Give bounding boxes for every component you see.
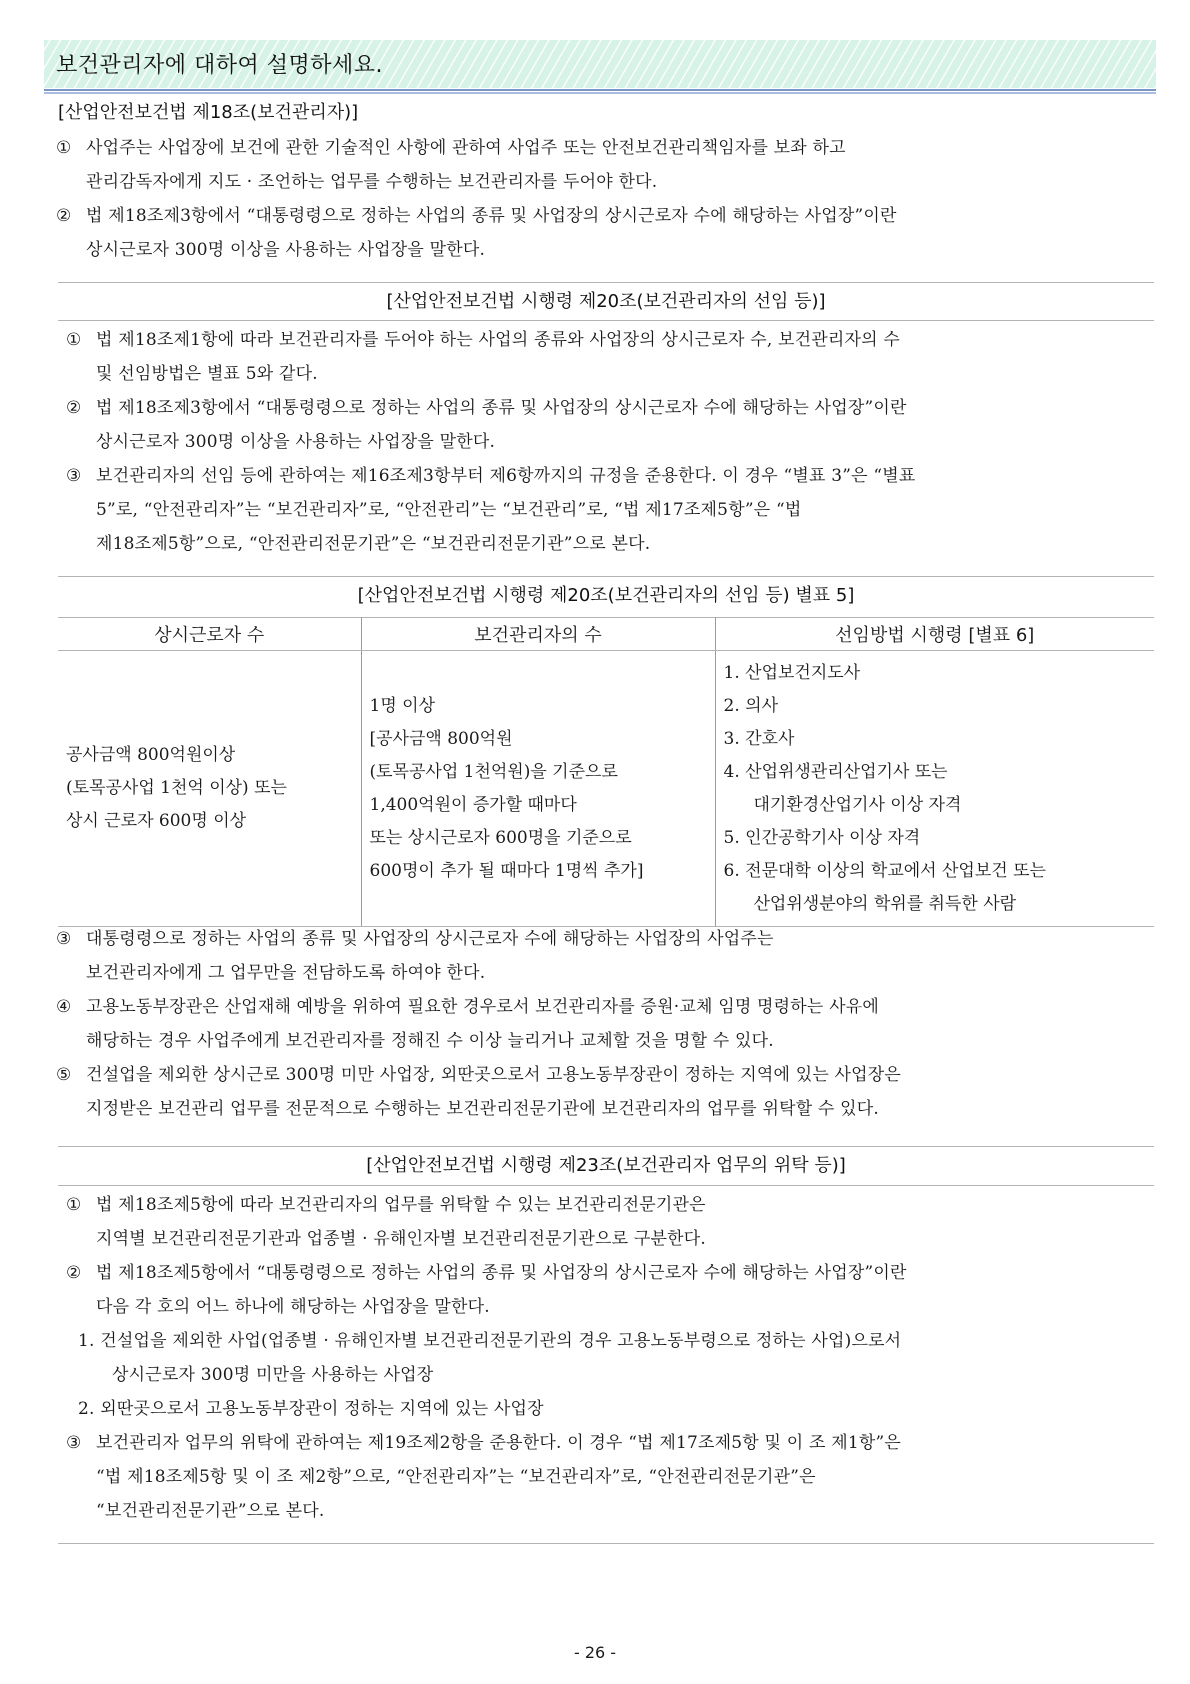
article18-item-1: ① 사업주는 사업장에 보건에 관한 기술적인 사항에 관하여 사업주 또는 안전보건관리책임자를 보좌 하고 관리감독자에게 지도 · 조언하는 업무를 수행하는 보건관리자를 두어야 한다. [56,138,846,192]
appendix5-table [58,617,1154,927]
divider [58,576,1154,577]
decree23-subitem-2: 2. 외딴곳으로서 고용노동부장관이 정하는 지역에 있는 사업장 [78,1399,544,1419]
divider [58,282,1154,283]
decree20-item-3: ③ 보건관리자의 선임 등에 관하여는 제16조제3항부터 제6항까지의 규정을 준용한다. 이 경우 “별표 3”은 “별표 5”로, “안전관리자”는 “보건관리자”로, “안전관리”는 “보건관리”로, “법 제17조제5항”은 “법 제18조제5항”으로, “안전관리전문기관”은 “보건관리전문기관”으로 본다. [66,466,916,554]
decree20-paragraphs [66,323,1166,561]
method-item: 2. 의사 [723,695,778,716]
cell-methods [715,651,1154,927]
title-banner [44,40,1156,88]
column-header-managers: 보건관리자의 수 [361,618,715,651]
cell-managers: 1명 이상 [공사금액 800억원 (토목공사업 1천억원)을 기준으로 1,400억원이 증가할 때마다 또는 상시근로자 600명을 기준으로 600명이 추가 될 때마다 1명씩 추가] [361,651,715,927]
section-heading-decree20: [산업안전보건법 시행령 제20조(보건관리자의 선임 등)] [386,291,826,312]
section-heading-article18: [산업안전보건법 제18조(보건관리자)] [58,102,359,123]
page-title: 보건관리자에 대하여 설명하세요. [56,53,384,78]
column-header-workers: 상시근로자 수 [58,618,361,651]
title-underline [44,89,1156,91]
page-number: - 26 - [573,1643,617,1662]
cell-workers: 공사금액 800억원이상 (토목공사업 1천억 이상) 또는 상시 근로자 600명 이상 [58,651,361,927]
decree23-item-1: ① 법 제18조제5항에 따라 보건관리자의 업무를 위탁할 수 있는 보건관리전문기관은 지역별 보건관리전문기관과 업종별 · 유해인자별 보건관리전문기관으로 구분한다. [66,1195,706,1249]
method-item: 5. 인간공학기사 이상 자격 [723,827,921,848]
method-item: 4. 산업위생관리산업기사 또는 대기환경산업기사 이상 자격 [723,761,962,815]
method-item: 1. 산업보건지도사 [723,662,861,683]
article18-paragraphs [56,131,1156,267]
column-header-methods: 선임방법 시행령 [별표 6] [715,618,1154,651]
decree23-item-2: ② 법 제18조제5항에서 “대통령령으로 정하는 사업의 종류 및 사업장의 상시근로자 수에 해당하는 사업장”이란 다음 각 호의 어느 하나에 해당하는 사업장을 말한다. [66,1263,907,1317]
article18-item-4: ④ 고용노동부장관은 산업재해 예방을 위하여 필요한 경우로서 보건관리자를 증원·교체 임명 명령하는 사유에 해당하는 경우 사업주에게 보건관리자를 정해진 수 이상 늘리거나 교체할 것을 명할 수 있다. [56,997,880,1051]
decree20-item-2: ② 법 제18조제3항에서 “대통령령으로 정하는 사업의 종류 및 사업장의 상시근로자 수에 해당하는 사업장”이란 상시근로자 300명 이상을 사용하는 사업장을 말한다. [66,398,907,452]
divider [58,1185,1154,1186]
section-heading-decree23: [산업안전보건법 시행령 제23조(보건관리자 업무의 위탁 등)] [366,1155,846,1176]
article18-item-2: ② 법 제18조제3항에서 “대통령령으로 정하는 사업의 종류 및 사업장의 상시근로자 수에 해당하는 사업장”이란 상시근로자 300명 이상을 사용하는 사업장을 말한다. [56,206,897,260]
divider [58,1146,1154,1147]
decree23-subitem-1: 1. 건설업을 제외한 사업(업종별 · 유해인자별 보건관리전문기관의 경우 고용노동부령으로 정하는 사업)으로서 상시근로자 300명 미만을 사용하는 사업장 [78,1331,902,1385]
article18-item-3: ③ 대통령령으로 정하는 사업의 종류 및 사업장의 상시근로자 수에 해당하는 사업장의 사업주는 보건관리자에게 그 업무만을 전담하도록 하여야 한다. [56,929,774,983]
divider [58,1543,1154,1544]
method-item: 6. 전문대학 이상의 학교에서 산업보건 또는 산업위생분야의 학위를 취득한 사람 [723,860,1046,914]
method-item: 3. 간호사 [723,728,795,749]
decree23-paragraphs [66,1188,1166,1528]
table5-heading: [산업안전보건법 시행령 제20조(보건관리자의 선임 등) 별표 5] [357,585,855,606]
table-row [58,651,1154,927]
decree23-item-3: ③ 보건관리자 업무의 위탁에 관하여는 제19조제2항을 준용한다. 이 경우 “법 제17조제5항 및 이 조 제1항”은 “법 제18조제5항 및 이 조 제2항”으로, “안전관리자”는 “보건관리자”로, “안전관리전문기관”은 “보건관리전문기관”으로 본다. [66,1433,901,1521]
article18-continued-paragraphs [56,922,1156,1126]
table-header-row [58,618,1154,651]
decree20-item-1: ① 법 제18조제1항에 따라 보건관리자를 두어야 하는 사업의 종류와 사업장의 상시근로자 수, 보건관리자의 수 및 선임방법은 별표 5와 같다. [66,330,901,384]
article18-item-5: ⑤ 건설업을 제외한 상시근로 300명 미만 사업장, 외딴곳으로서 고용노동부장관이 정하는 지역에 있는 사업장은 지정받은 보건관리 업무를 전문적으로 수행하는 보건관리전문기관에 보건관리자의 업무를 위탁할 수 있다. [56,1065,902,1119]
divider [58,320,1154,321]
